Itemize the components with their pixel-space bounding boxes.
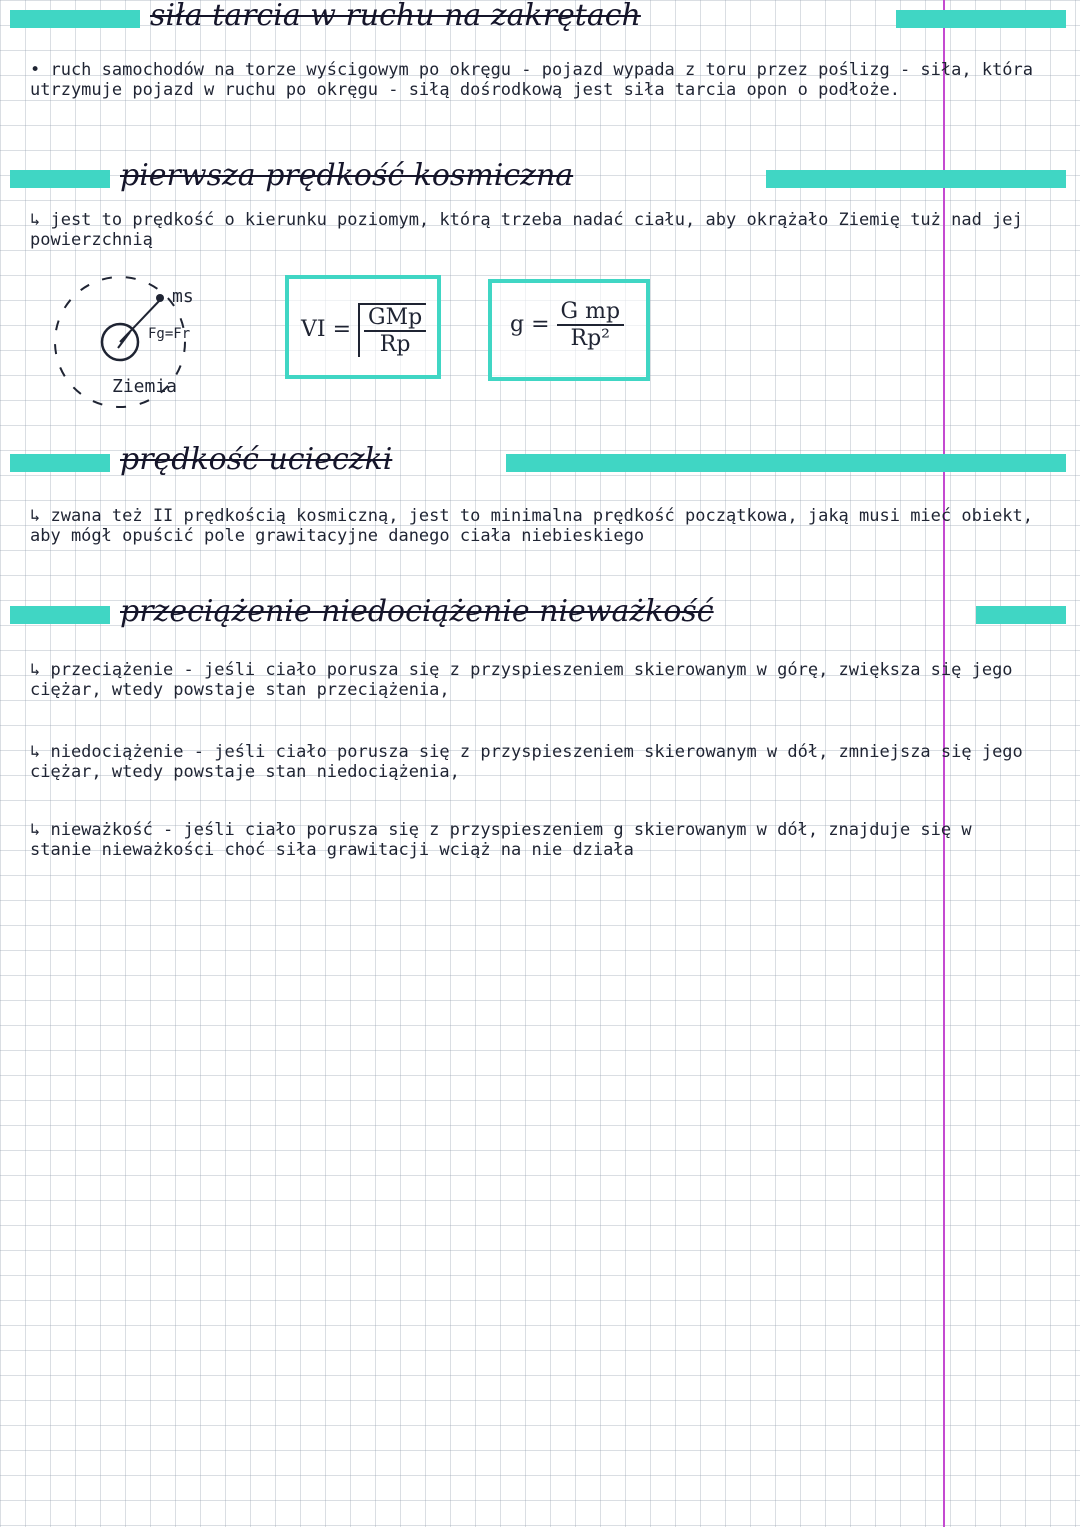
formula-v1-denominator: Rp xyxy=(379,332,411,357)
paragraph-underload: ↳ niedociążenie - jeśli ciało porusza się z przyspieszeniem skierowanym w dół, zmniejsza się jego ciężar, wtedy powstaje stan niedociążenia, xyxy=(30,742,1034,782)
mass-label: ms xyxy=(172,286,194,307)
earth-label: Ziemia xyxy=(112,376,178,397)
heading-escape-velocity xyxy=(10,442,1066,480)
formula-g-lhs: g = xyxy=(510,312,550,337)
formula-g-numerator: G mp xyxy=(557,299,625,326)
formula-g-denominator: Rp² xyxy=(570,326,610,351)
sqrt-sign xyxy=(358,303,426,357)
highlight-left xyxy=(10,170,110,188)
paragraph-friction: • ruch samochodów na torze wyścigowym po okręgu - pojazd wypada z toru przez poślizg - siła, która utrzymuje pojazd w ruchu po okręgu - siłą dośrodkową jest siła tarcia opon o podłoże. xyxy=(30,60,1044,100)
highlight-left xyxy=(10,606,110,624)
highlight-left xyxy=(10,10,140,28)
fraction xyxy=(364,305,426,357)
paragraph-weightlessness: ↳ nieważkość - jeśli ciało porusza się z przyspieszeniem g skierowanym w dół, znajduje się w stanie nieważkości choć siła grawitacji wciąż na nie działa xyxy=(30,820,982,860)
formula-box-v1 xyxy=(285,275,441,379)
formula-box-g xyxy=(488,279,650,381)
paragraph-overload: ↳ przeciążenie - jeśli ciało porusza się z przyspieszeniem skierowanym w górę, zwiększa się jego ciężar, wtedy powstaje stan przeciążenia, xyxy=(30,660,1023,700)
formula-v1-lhs: VI = xyxy=(301,317,352,342)
force-label: Fg=Fr xyxy=(148,326,191,342)
paragraph-first-cosmic-velocity: ↳ jest to prędkość o kierunku poziomym, którą trzeba nadać ciału, aby okrążało Ziemię tuż nad jej powierzchnią xyxy=(30,210,1034,250)
formula-g xyxy=(510,299,624,351)
heading-title: przeciążenie niedociążenie nieważkość xyxy=(120,594,714,629)
force-arrow xyxy=(118,332,130,348)
heading-first-cosmic-velocity xyxy=(10,158,1066,196)
heading-title: siła tarcia w ruchu na zakrętach xyxy=(150,0,641,33)
highlight-right xyxy=(506,454,1066,472)
heading-title: prędkość ucieczki xyxy=(120,442,393,477)
highlight-right xyxy=(766,170,1066,188)
heading-title: pierwsza prędkość kosmiczna xyxy=(120,158,574,193)
heading-overload xyxy=(10,594,1066,632)
highlight-right xyxy=(976,606,1066,624)
fraction xyxy=(557,299,625,351)
highlight-right xyxy=(896,10,1066,28)
formula-v1-numerator: GMp xyxy=(364,305,426,332)
formula-v1 xyxy=(301,303,426,357)
heading-friction xyxy=(10,2,1066,36)
satellite-dot xyxy=(156,294,164,302)
paragraph-escape-velocity: ↳ zwana też II prędkością kosmiczną, jest to minimalna prędkość początkowa, jaką musi mieć obiekt, aby mógł opuścić pole grawitacyjne danego ciała niebieskiego xyxy=(30,506,1044,546)
highlight-left xyxy=(10,454,110,472)
